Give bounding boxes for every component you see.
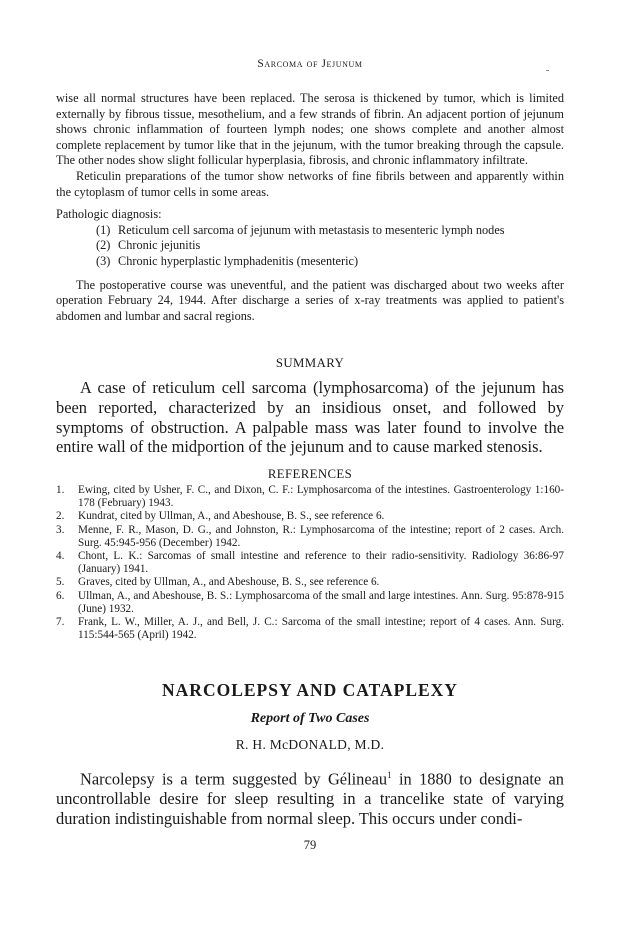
diagnosis-number: (2) [96, 238, 111, 253]
diagnosis-item [96, 238, 564, 254]
reference-text: Graves, cited by Ullman, A., and Abeshouse, B. S., see reference 6. [78, 576, 380, 589]
diagnosis-text: Chronic jejunitis [118, 238, 201, 253]
pathologic-diagnosis [56, 207, 564, 269]
reference-text: Kundrat, cited by Ullman, A., and Abeshouse, B. S., see reference 6. [78, 510, 385, 523]
summary-section [56, 378, 564, 457]
reference-text: Menne, F. R., Mason, D. G., and Johnston, R.: Lymphosarcoma of the intestine; report of 2 cases. Arch. Surg. 45:945-956 (December) 1942. [78, 523, 564, 549]
running-head: Sarcoma of Jejunum [257, 58, 363, 70]
footnote-marker: 1 [387, 770, 392, 780]
page-number: 79 [303, 838, 317, 852]
intro-paragraph [56, 766, 564, 829]
diagnosis-item [96, 254, 564, 270]
reference-item [56, 576, 564, 589]
reference-item [56, 616, 564, 642]
references-heading: REFERENCES [267, 467, 353, 481]
reference-number: 1. [56, 484, 65, 496]
intro-text-after: in 1880 to designate an uncontrollable desire for sleep resulting in a trancelike state of varying duration indistinguishable from normal sleep. This occurs under condi- [56, 769, 564, 829]
reference-item [56, 550, 564, 576]
body-paragraph: Reticulin preparations of the tumor show networks of fine fibrils between and apparently within the cytoplasm of tumor cells in some areas. [56, 168, 564, 199]
postoperative-paragraph: The postoperative course was uneventful, and the patient was discharged about two weeks after operation February 24, 1944. After discharge a series of x-ray treatments was applied to patient's abdomen and lumbar and sacral regions. [56, 277, 564, 323]
diagnosis-text: Reticulum cell sarcoma of jejunum with metastasis to mesenteric lymph nodes [118, 222, 505, 237]
diagnosis-title: Pathologic diagnosis: [56, 207, 162, 222]
reference-item [56, 484, 564, 510]
reference-number: 7. [56, 616, 65, 629]
case-report-continuation [56, 91, 564, 324]
references-list [56, 484, 564, 642]
page-speck [546, 70, 549, 71]
diagnosis-text: Chronic hyperplastic lymphadenitis (mesenteric) [118, 253, 359, 268]
references-section [56, 484, 564, 642]
article-author: R. H. McDONALD, M.D. [235, 737, 385, 752]
diagnosis-number: (1) [96, 222, 111, 237]
diagnosis-item [96, 223, 564, 239]
reference-number: 3. [56, 523, 65, 536]
article-intro [56, 766, 564, 829]
intro-text-before: Narcolepsy is a term suggested by Gélineau [80, 769, 388, 789]
summary-text: A case of reticulum cell sarcoma (lymphosarcoma) of the jejunum has been reported, characterized by an insidious onset, and followed by symptoms of obstruction. A palpable mass was later found to involve the entire wall of the midportion of the jejunum and to cause marked stenosis. [56, 378, 564, 457]
reference-text: Chont, L. K.: Sarcomas of small intestine and reference to their radio-sensitivity. Radiology 36:86-97 (January) 1941. [78, 550, 564, 576]
reference-text: Ewing, cited by Usher, F. C., and Dixon, C. F.: Lymphosarcoma of the intestines. Gastroenterology 1:160-178 (February) 1943. [78, 484, 564, 510]
diagnosis-list [56, 223, 564, 270]
reference-number: 6. [56, 589, 65, 602]
reference-number: 5. [56, 576, 65, 589]
reference-item [56, 510, 564, 523]
reference-item [56, 524, 564, 550]
reference-number: 4. [56, 550, 65, 563]
article-title: NARCOLEPSY AND CATAPLEXY [162, 680, 458, 700]
body-paragraph: wise all normal structures have been replaced. The serosa is thickened by tumor, which is limited externally by fibrous tissue, mesothelium, and a few strands of fibrin. An adjacent portion of jejunum shows chronic inflammation of fourteen lymph nodes; one shows complete and another almost complete replacement by tumor like that in the jejunum, with the tumor breaking through the capsule. The other nodes show slight follicular hyperplasia, fibrosis, and chronic inflammatory infiltrate. [56, 91, 564, 168]
reference-number: 2. [56, 510, 65, 523]
diagnosis-number: (3) [96, 253, 111, 268]
reference-item [56, 590, 564, 616]
reference-text: Ullman, A., and Abeshouse, B. S.: Lymphosarcoma of the small and large intestines. Ann. Surg. 95:878-915 (June) 1932. [78, 589, 564, 615]
summary-heading: SUMMARY [275, 356, 345, 370]
reference-text: Frank, L. W., Miller, A. J., and Bell, J. C.: Sarcoma of the small intestine; report of 4 cases. Ann. Surg. 115:544-565 (April) 1942. [78, 616, 564, 642]
article-subtitle: Report of Two Cases [250, 711, 370, 726]
